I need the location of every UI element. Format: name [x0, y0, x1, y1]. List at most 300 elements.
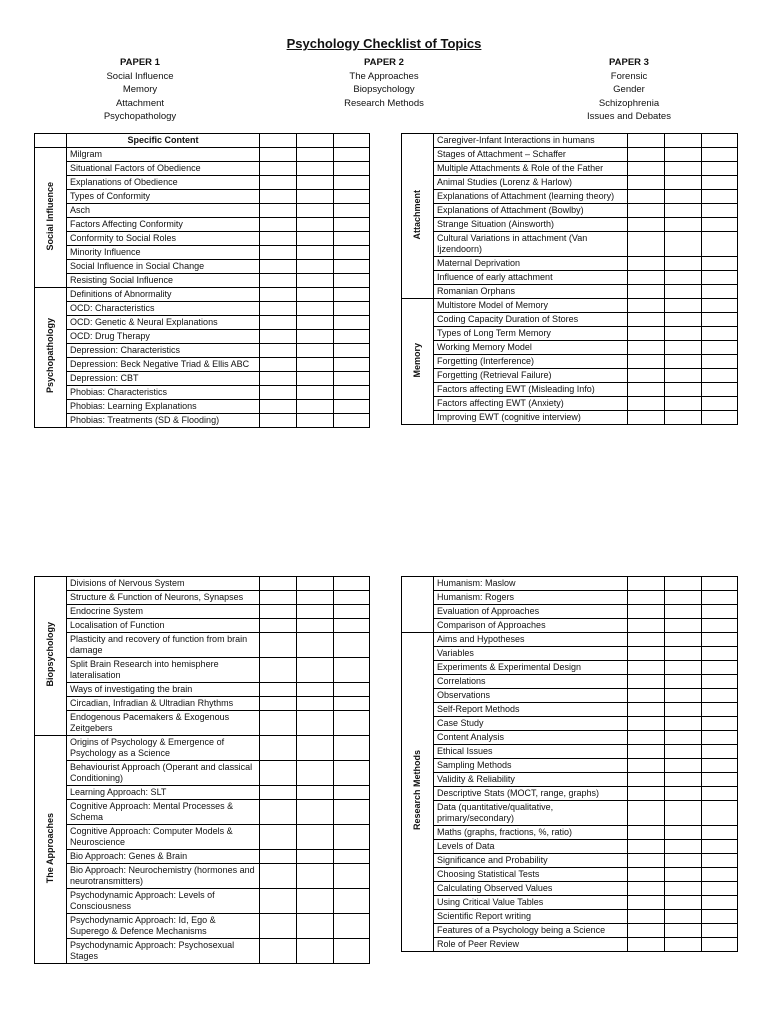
- tick-box[interactable]: [297, 939, 334, 964]
- topic-cell: Phobias: Characteristics: [67, 386, 260, 400]
- tick-box[interactable]: [334, 372, 370, 386]
- tick-box[interactable]: [260, 914, 297, 939]
- tick-box[interactable]: [334, 330, 370, 344]
- tick-box[interactable]: [665, 924, 702, 938]
- tick-box[interactable]: [665, 257, 702, 271]
- tick-box[interactable]: [628, 299, 665, 313]
- tick-box[interactable]: [702, 689, 738, 703]
- tick-box[interactable]: [628, 355, 665, 369]
- tick-box[interactable]: [297, 162, 334, 176]
- topic-cell: Factors Affecting Conformity: [67, 218, 260, 232]
- table-row: [402, 327, 738, 341]
- tick-box[interactable]: [628, 619, 665, 633]
- tick-box[interactable]: [665, 218, 702, 232]
- tick-box[interactable]: [260, 889, 297, 914]
- tick-box[interactable]: [334, 736, 370, 761]
- tick-box[interactable]: [297, 232, 334, 246]
- section-label-research-methods: Research Methods: [402, 633, 434, 952]
- tick-box[interactable]: [628, 717, 665, 731]
- tick-box[interactable]: [665, 647, 702, 661]
- tick-box[interactable]: [628, 703, 665, 717]
- tick-box[interactable]: [334, 825, 370, 850]
- tick-box[interactable]: [334, 176, 370, 190]
- tick-box[interactable]: [297, 697, 334, 711]
- tick-box[interactable]: [702, 703, 738, 717]
- tick-box[interactable]: [702, 218, 738, 232]
- tick-box[interactable]: [665, 896, 702, 910]
- tick-box[interactable]: [334, 148, 370, 162]
- tick-box[interactable]: [628, 327, 665, 341]
- tick-box[interactable]: [628, 232, 665, 257]
- topic-cell: Variables: [434, 647, 628, 661]
- tick-box[interactable]: [665, 661, 702, 675]
- tick-box[interactable]: [702, 190, 738, 204]
- paper3-topic: Gender: [613, 84, 645, 95]
- tick-box[interactable]: [702, 355, 738, 369]
- tick-box[interactable]: [260, 591, 297, 605]
- table-row: [402, 148, 738, 162]
- tick-box[interactable]: [628, 731, 665, 745]
- tick-box[interactable]: [334, 414, 370, 428]
- paper2-topic: Biopsychology: [353, 84, 415, 95]
- tick-box[interactable]: [702, 759, 738, 773]
- topic-cell: Situational Factors of Obedience: [67, 162, 260, 176]
- tick-box[interactable]: [628, 134, 665, 148]
- tick-box[interactable]: [702, 717, 738, 731]
- tick-box[interactable]: [702, 787, 738, 801]
- tick-box[interactable]: [297, 260, 334, 274]
- tick-box[interactable]: [297, 864, 334, 889]
- tick-box[interactable]: [628, 882, 665, 896]
- tick-box[interactable]: [297, 316, 334, 330]
- tick-box[interactable]: [702, 938, 738, 952]
- tick-box[interactable]: [260, 176, 297, 190]
- tick-box[interactable]: [665, 299, 702, 313]
- topic-cell: Using Critical Value Tables: [434, 896, 628, 910]
- tick-box[interactable]: [702, 397, 738, 411]
- topic-cell: Cultural Variations in attachment (Van Ijzendoorn): [434, 232, 628, 257]
- topic-cell: Types of Conformity: [67, 190, 260, 204]
- tick-box[interactable]: [702, 801, 738, 826]
- tick-box[interactable]: [628, 341, 665, 355]
- tick-box[interactable]: [297, 619, 334, 633]
- tick-box[interactable]: [665, 605, 702, 619]
- tick-box[interactable]: [702, 619, 738, 633]
- tick-box[interactable]: [334, 683, 370, 697]
- section-label-the-approaches: The Approaches: [35, 736, 67, 964]
- tick-box[interactable]: [334, 162, 370, 176]
- tick-box[interactable]: [260, 372, 297, 386]
- tick-box[interactable]: [665, 854, 702, 868]
- tick-box[interactable]: [297, 148, 334, 162]
- tick-box[interactable]: [628, 759, 665, 773]
- tick-box[interactable]: [334, 864, 370, 889]
- tick-box[interactable]: [628, 257, 665, 271]
- tick-box[interactable]: [665, 341, 702, 355]
- tick-box[interactable]: [665, 148, 702, 162]
- tick-box[interactable]: [702, 675, 738, 689]
- tick-box[interactable]: [702, 327, 738, 341]
- tick-box[interactable]: [334, 400, 370, 414]
- tick-box[interactable]: [297, 190, 334, 204]
- tick-box[interactable]: [628, 801, 665, 826]
- tick-box[interactable]: [334, 344, 370, 358]
- tick-box[interactable]: [297, 800, 334, 825]
- tick-box[interactable]: [334, 288, 370, 302]
- tick-box[interactable]: [260, 800, 297, 825]
- tick-box[interactable]: [334, 697, 370, 711]
- tick-box[interactable]: [628, 285, 665, 299]
- tick-box[interactable]: [665, 369, 702, 383]
- tick-box[interactable]: [297, 736, 334, 761]
- table-row: [402, 661, 738, 675]
- tick-box[interactable]: [665, 787, 702, 801]
- tick-box[interactable]: [665, 731, 702, 745]
- tick-box[interactable]: [702, 204, 738, 218]
- tick-box[interactable]: [334, 850, 370, 864]
- tick-box[interactable]: [628, 369, 665, 383]
- tick-box[interactable]: [260, 619, 297, 633]
- topic-cell: Factors affecting EWT (Anxiety): [434, 397, 628, 411]
- tick-box[interactable]: [334, 761, 370, 786]
- paper2-heading: PAPER 2: [364, 57, 404, 68]
- tick-box[interactable]: [297, 414, 334, 428]
- topic-cell: Strange Situation (Ainsworth): [434, 218, 628, 232]
- tick-box[interactable]: [665, 591, 702, 605]
- tick-box[interactable]: [297, 176, 334, 190]
- tick-box[interactable]: [260, 697, 297, 711]
- topic-cell: Improving EWT (cognitive interview): [434, 411, 628, 425]
- tick-box[interactable]: [702, 910, 738, 924]
- tick-box[interactable]: [297, 274, 334, 288]
- tick-box[interactable]: [334, 218, 370, 232]
- tick-box[interactable]: [297, 246, 334, 260]
- table-row: [402, 313, 738, 327]
- topic-cell: Aims and Hypotheses: [434, 633, 628, 647]
- tick-box[interactable]: [297, 633, 334, 658]
- tick-box[interactable]: [297, 825, 334, 850]
- section-label-attachment: Attachment: [402, 134, 434, 299]
- tick-box[interactable]: [665, 190, 702, 204]
- tick-box[interactable]: [297, 330, 334, 344]
- tick-box[interactable]: [260, 148, 297, 162]
- tick-box[interactable]: [260, 683, 297, 697]
- topic-cell: Scientific Report writing: [434, 910, 628, 924]
- tick-box[interactable]: [260, 658, 297, 683]
- tick-box[interactable]: [260, 274, 297, 288]
- tick-box[interactable]: [628, 787, 665, 801]
- tick-box[interactable]: [628, 826, 665, 840]
- tick-box[interactable]: [702, 647, 738, 661]
- tick-box[interactable]: [702, 257, 738, 271]
- paper-1-list: [90, 56, 190, 124]
- tick-box[interactable]: [297, 786, 334, 800]
- tick-box[interactable]: [665, 826, 702, 840]
- topic-cell: Comparison of Approaches: [434, 619, 628, 633]
- tick-box[interactable]: [702, 605, 738, 619]
- tick-box[interactable]: [334, 577, 370, 591]
- tick-box[interactable]: [702, 633, 738, 647]
- tick-box[interactable]: [260, 761, 297, 786]
- tick-box[interactable]: [628, 924, 665, 938]
- page-title: Psychology Checklist of Topics: [286, 36, 482, 51]
- tick-box[interactable]: [260, 232, 297, 246]
- tick-box[interactable]: [628, 938, 665, 952]
- tick-box[interactable]: [702, 868, 738, 882]
- tick-box[interactable]: [702, 773, 738, 787]
- tick-box[interactable]: [665, 759, 702, 773]
- topic-cell: Endogenous Pacemakers & Exogenous Zeitgebers: [67, 711, 260, 736]
- tick-box[interactable]: [628, 773, 665, 787]
- tick-box[interactable]: [334, 204, 370, 218]
- tick-box[interactable]: [297, 204, 334, 218]
- tick-box[interactable]: [297, 358, 334, 372]
- tick-box[interactable]: [260, 204, 297, 218]
- paper-2-list: [333, 56, 435, 110]
- tick-box[interactable]: [665, 745, 702, 759]
- paper1-topic: Social Influence: [106, 70, 174, 82]
- tick-box[interactable]: [334, 619, 370, 633]
- tick-box[interactable]: [702, 882, 738, 896]
- tick-box[interactable]: [702, 840, 738, 854]
- tick-box[interactable]: [628, 271, 665, 285]
- tick-box[interactable]: [628, 383, 665, 397]
- tick-box[interactable]: [665, 801, 702, 826]
- tick-box[interactable]: [297, 850, 334, 864]
- tick-box[interactable]: [297, 761, 334, 786]
- tick-box[interactable]: [334, 914, 370, 939]
- table-row: [35, 190, 370, 204]
- tick-box[interactable]: [665, 717, 702, 731]
- tick-box[interactable]: [702, 341, 738, 355]
- tick-box[interactable]: [260, 577, 297, 591]
- tick-box[interactable]: [260, 358, 297, 372]
- tick-box[interactable]: [260, 288, 297, 302]
- tick-box[interactable]: [628, 591, 665, 605]
- tick-box[interactable]: [702, 745, 738, 759]
- tick-box[interactable]: [260, 825, 297, 850]
- tick-box[interactable]: [628, 605, 665, 619]
- tick-box[interactable]: [702, 577, 738, 591]
- tick-box[interactable]: [260, 736, 297, 761]
- tick-box[interactable]: [665, 619, 702, 633]
- tick-box[interactable]: [297, 577, 334, 591]
- tick-box[interactable]: [334, 939, 370, 964]
- tick-box[interactable]: [260, 386, 297, 400]
- tick-box[interactable]: [702, 411, 738, 425]
- tick-box[interactable]: [260, 605, 297, 619]
- tick-box[interactable]: [628, 675, 665, 689]
- tick-box[interactable]: [260, 939, 297, 964]
- table-row: [402, 840, 738, 854]
- tick-box[interactable]: [702, 369, 738, 383]
- tick-box[interactable]: [665, 689, 702, 703]
- tick-box[interactable]: [665, 633, 702, 647]
- tick-box[interactable]: [702, 826, 738, 840]
- tick-box[interactable]: [702, 176, 738, 190]
- tick-box[interactable]: [260, 711, 297, 736]
- tick-box[interactable]: [628, 218, 665, 232]
- tick-box[interactable]: [297, 302, 334, 316]
- tick-box[interactable]: [628, 661, 665, 675]
- tick-box[interactable]: [628, 162, 665, 176]
- tick-box[interactable]: [334, 658, 370, 683]
- tick-box[interactable]: [702, 924, 738, 938]
- tick-box[interactable]: [260, 246, 297, 260]
- tick-box[interactable]: [260, 850, 297, 864]
- tick-box[interactable]: [334, 633, 370, 658]
- tick-box[interactable]: [260, 786, 297, 800]
- tick-box[interactable]: [665, 204, 702, 218]
- tick-box[interactable]: [334, 316, 370, 330]
- tick-box[interactable]: [665, 910, 702, 924]
- topic-cell: Choosing Statistical Tests: [434, 868, 628, 882]
- tick-box[interactable]: [334, 232, 370, 246]
- tick-box[interactable]: [334, 260, 370, 274]
- tick-box[interactable]: [702, 271, 738, 285]
- tick-box[interactable]: [702, 313, 738, 327]
- tick-box[interactable]: [702, 896, 738, 910]
- tick-box[interactable]: [628, 910, 665, 924]
- tick-box[interactable]: [665, 162, 702, 176]
- tick-box[interactable]: [334, 711, 370, 736]
- table-row: [35, 658, 370, 683]
- topic-cell: Resisting Social Influence: [67, 274, 260, 288]
- tick-box[interactable]: [665, 383, 702, 397]
- tick-box[interactable]: [702, 731, 738, 745]
- tick-box[interactable]: [665, 773, 702, 787]
- tick-box[interactable]: [260, 344, 297, 358]
- tick-box[interactable]: [665, 285, 702, 299]
- tick-box[interactable]: [334, 190, 370, 204]
- tick-box[interactable]: [628, 633, 665, 647]
- tick-box[interactable]: [297, 683, 334, 697]
- tick-box[interactable]: [702, 854, 738, 868]
- tick-box[interactable]: [297, 400, 334, 414]
- tick-box[interactable]: [628, 868, 665, 882]
- tick-box[interactable]: [665, 675, 702, 689]
- tick-box[interactable]: [702, 162, 738, 176]
- tick-box[interactable]: [260, 864, 297, 889]
- tick-box[interactable]: [260, 218, 297, 232]
- tick-box[interactable]: [297, 372, 334, 386]
- tick-box[interactable]: [702, 383, 738, 397]
- tick-box[interactable]: [628, 745, 665, 759]
- tick-box[interactable]: [702, 591, 738, 605]
- tick-box[interactable]: [260, 190, 297, 204]
- tick-box[interactable]: [665, 313, 702, 327]
- tick-box[interactable]: [628, 647, 665, 661]
- tick-box[interactable]: [260, 302, 297, 316]
- tick-box[interactable]: [334, 386, 370, 400]
- topic-cell: Data (quantitative/qualitative, primary/secondary): [434, 801, 628, 826]
- tick-box[interactable]: [334, 786, 370, 800]
- topic-cell: Localisation of Function: [67, 619, 260, 633]
- tick-box[interactable]: [665, 882, 702, 896]
- tick-box[interactable]: [297, 711, 334, 736]
- tick-box[interactable]: [702, 232, 738, 257]
- tick-box[interactable]: [665, 397, 702, 411]
- tick-box[interactable]: [665, 868, 702, 882]
- tick-box[interactable]: [702, 661, 738, 675]
- tick-box[interactable]: [628, 313, 665, 327]
- tick-box[interactable]: [334, 274, 370, 288]
- tick-box[interactable]: [334, 605, 370, 619]
- tick-box[interactable]: [297, 889, 334, 914]
- tick-box[interactable]: [297, 288, 334, 302]
- tick-box[interactable]: [334, 246, 370, 260]
- tick-box[interactable]: [334, 302, 370, 316]
- tick-box[interactable]: [628, 148, 665, 162]
- tick-box[interactable]: [628, 204, 665, 218]
- tick-box[interactable]: [665, 411, 702, 425]
- tick-box[interactable]: [702, 285, 738, 299]
- tick-box[interactable]: [665, 355, 702, 369]
- table-row: [35, 761, 370, 786]
- tick-box[interactable]: [702, 134, 738, 148]
- topic-cell: Forgetting (Interference): [434, 355, 628, 369]
- tick-box[interactable]: [702, 148, 738, 162]
- tick-box[interactable]: [297, 591, 334, 605]
- topic-cell: Depression: Beck Negative Triad & Ellis ABC: [67, 358, 260, 372]
- tick-box[interactable]: [665, 134, 702, 148]
- tick-box[interactable]: [297, 914, 334, 939]
- table-row: [35, 232, 370, 246]
- tick-box[interactable]: [260, 162, 297, 176]
- tick-box[interactable]: [260, 414, 297, 428]
- tick-box[interactable]: [628, 411, 665, 425]
- tick-box[interactable]: [297, 218, 334, 232]
- tick-box[interactable]: [334, 889, 370, 914]
- tick-box[interactable]: [628, 190, 665, 204]
- tick-box[interactable]: [665, 577, 702, 591]
- tick-box[interactable]: [260, 260, 297, 274]
- tick-box[interactable]: [334, 591, 370, 605]
- tick-box[interactable]: [297, 605, 334, 619]
- tick-box[interactable]: [297, 658, 334, 683]
- tick-box[interactable]: [665, 703, 702, 717]
- tick-box[interactable]: [665, 176, 702, 190]
- table-row: [35, 372, 370, 386]
- table-row: [402, 633, 738, 647]
- tick-box[interactable]: [665, 840, 702, 854]
- tick-box[interactable]: [628, 176, 665, 190]
- topic-cell: Romanian Orphans: [434, 285, 628, 299]
- tick-box[interactable]: [665, 271, 702, 285]
- tick-box[interactable]: [665, 232, 702, 257]
- tick-box[interactable]: [628, 854, 665, 868]
- tick-box[interactable]: [297, 386, 334, 400]
- tick-box[interactable]: [702, 299, 738, 313]
- tick-box[interactable]: [628, 397, 665, 411]
- tick-box[interactable]: [260, 633, 297, 658]
- column-header-specific-content: Specific Content: [67, 134, 260, 148]
- tick-box[interactable]: [628, 577, 665, 591]
- tick-box[interactable]: [297, 344, 334, 358]
- tick-box[interactable]: [665, 938, 702, 952]
- tick-box[interactable]: [628, 840, 665, 854]
- tick-box[interactable]: [260, 330, 297, 344]
- table-row: [402, 731, 738, 745]
- tick-box[interactable]: [628, 689, 665, 703]
- tick-box[interactable]: [260, 400, 297, 414]
- tick-box[interactable]: [628, 896, 665, 910]
- tick-box[interactable]: [334, 358, 370, 372]
- tick-box[interactable]: [334, 800, 370, 825]
- tick-box[interactable]: [260, 316, 297, 330]
- tick-box[interactable]: [665, 327, 702, 341]
- table-row: [402, 910, 738, 924]
